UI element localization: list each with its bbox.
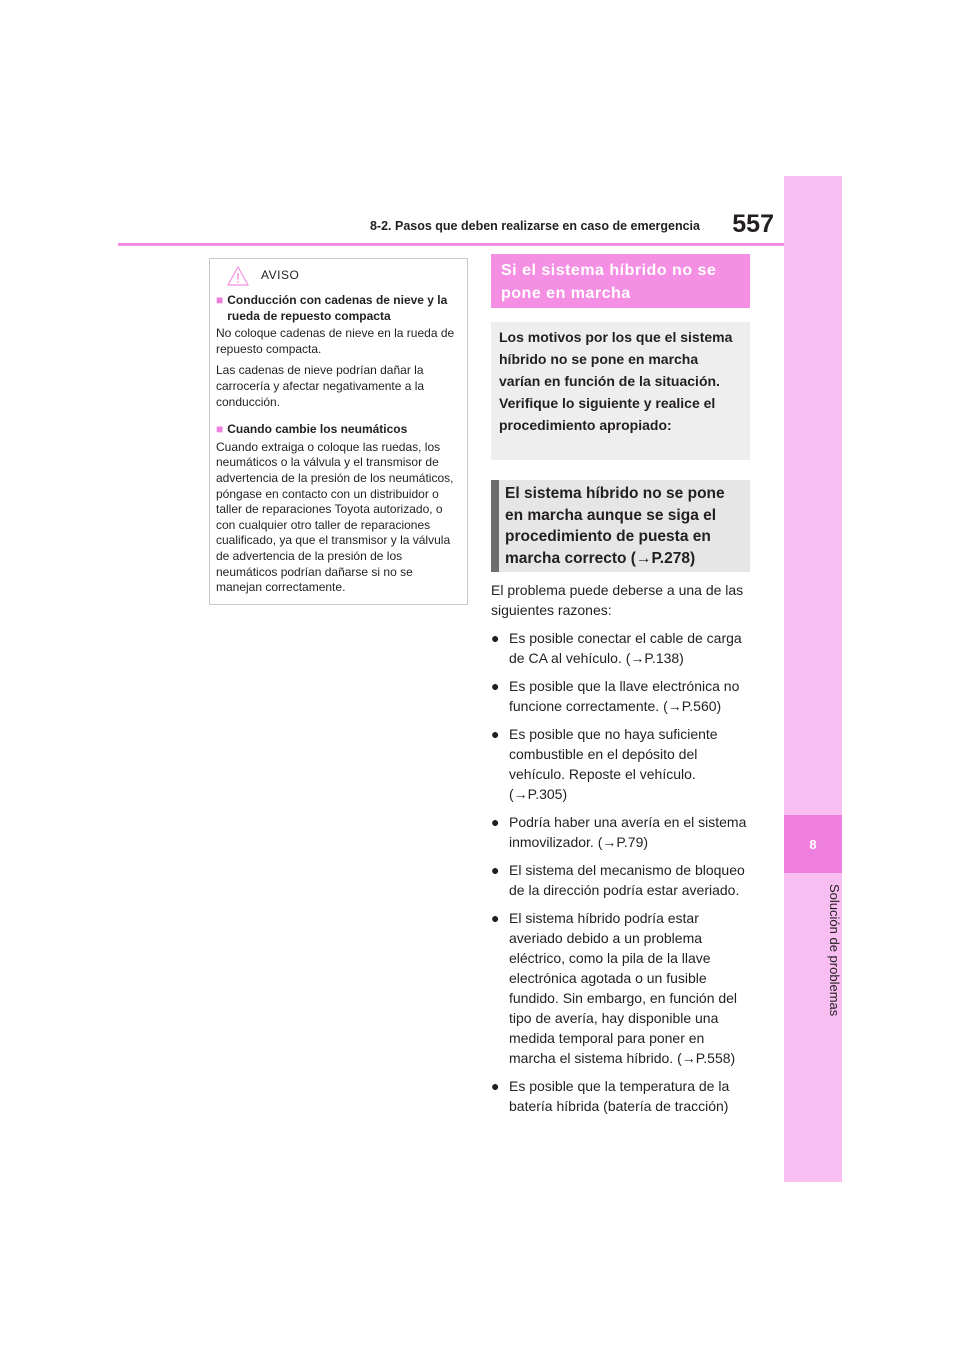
section-title: Si el sistema híbrido no se pone en marcha	[491, 254, 750, 308]
square-bullet-icon: ■	[216, 293, 224, 307]
warning-paragraph: Las cadenas de nieve podrían dañar la carrocería y afectar negativamente a la conducción.	[216, 363, 425, 409]
warning-item-title	[216, 293, 461, 324]
list-item: ● Podría haber una avería en el sistema inmovilizador. (→P.79)	[491, 814, 747, 850]
section-header: 8-2. Pasos que deben realizarse en caso de emergencia	[369, 219, 700, 233]
square-bullet-icon: ■	[216, 422, 224, 437]
bullet-dot-icon: ●	[491, 910, 500, 926]
warning-paragraph: Cuando extraiga o coloque las ruedas, los neumáticos o la válvula y el transmisor de advertencia de la presión de los neumáticos, póngase en contacto con un distribuidor o taller de reparaciones Toyota autorizado, o con cualquier otro taller de reparaciones cualificado, ya que el transmisor y la válvula de advertencia de la presión de los neumáticos podrían dañarse si no se manejan correctamente.	[216, 439, 454, 595]
body-text	[491, 580, 753, 1124]
bullet-dot-icon: ●	[491, 630, 500, 646]
subsection-heading: El sistema híbrido no se pone en marcha aunque se siga el procedimiento de puesta en marcha correcto (→P.278)	[491, 480, 750, 572]
list-item: ● El sistema híbrido podría estar averiado debido a un problema eléctrico, como la pila de la llave electrónica agotada o un fusible fundido. Sin embargo, en función del tipo de avería, hay disponible una medida temporal para poner en marcha el sistema híbrido. (→P.558)	[491, 910, 738, 1066]
warning-item-title-text: Cuando cambie los neumáticos	[227, 422, 408, 437]
warning-box	[209, 258, 468, 605]
warning-header	[227, 265, 299, 287]
lead-paragraph: El problema puede deberse a una de las siguientes razones:	[491, 582, 744, 618]
section-intro: Los motivos por los que el sistema híbrido no se pone en marcha varían en función de la situación. Verifique lo siguiente y realice el procedimiento apropiado:	[491, 322, 750, 460]
warning-paragraph: No coloque cadenas de nieve en la rueda de repuesto compacta.	[216, 326, 455, 356]
bullet-dot-icon: ●	[491, 726, 500, 742]
warning-triangle-icon	[227, 266, 249, 286]
bullet-dot-icon: ●	[491, 862, 500, 878]
chapter-label: Solución de problemas	[827, 884, 842, 1017]
list-item: ● El sistema del mecanismo de bloqueo de la dirección podría estar averiado.	[491, 862, 745, 898]
list-item: ● Es posible que la temperatura de la batería híbrida (batería de tracción)	[491, 1078, 730, 1114]
list-item: ● Es posible que la llave electrónica no funcione correctamente. (→P.560)	[491, 678, 740, 714]
chapter-number: 8	[784, 815, 842, 873]
bullet-dot-icon: ●	[491, 814, 500, 830]
page-number: 557	[732, 210, 774, 238]
warning-item-title	[216, 422, 461, 438]
bullet-dot-icon: ●	[491, 678, 500, 694]
warning-label: AVISO	[261, 268, 300, 283]
list-item: ● Es posible conectar el cable de carga de CA al vehículo. (→P.138)	[491, 630, 742, 666]
list-item: ● Es posible que no haya suficiente combustible en el depósito del vehículo. Reposte el vehículo. (→P.305)	[491, 726, 718, 802]
warning-item-title-text: Conducción con cadenas de nieve y la rueda de repuesto compacta	[227, 293, 448, 323]
header-divider	[118, 243, 784, 246]
bullet-dot-icon: ●	[491, 1078, 500, 1094]
